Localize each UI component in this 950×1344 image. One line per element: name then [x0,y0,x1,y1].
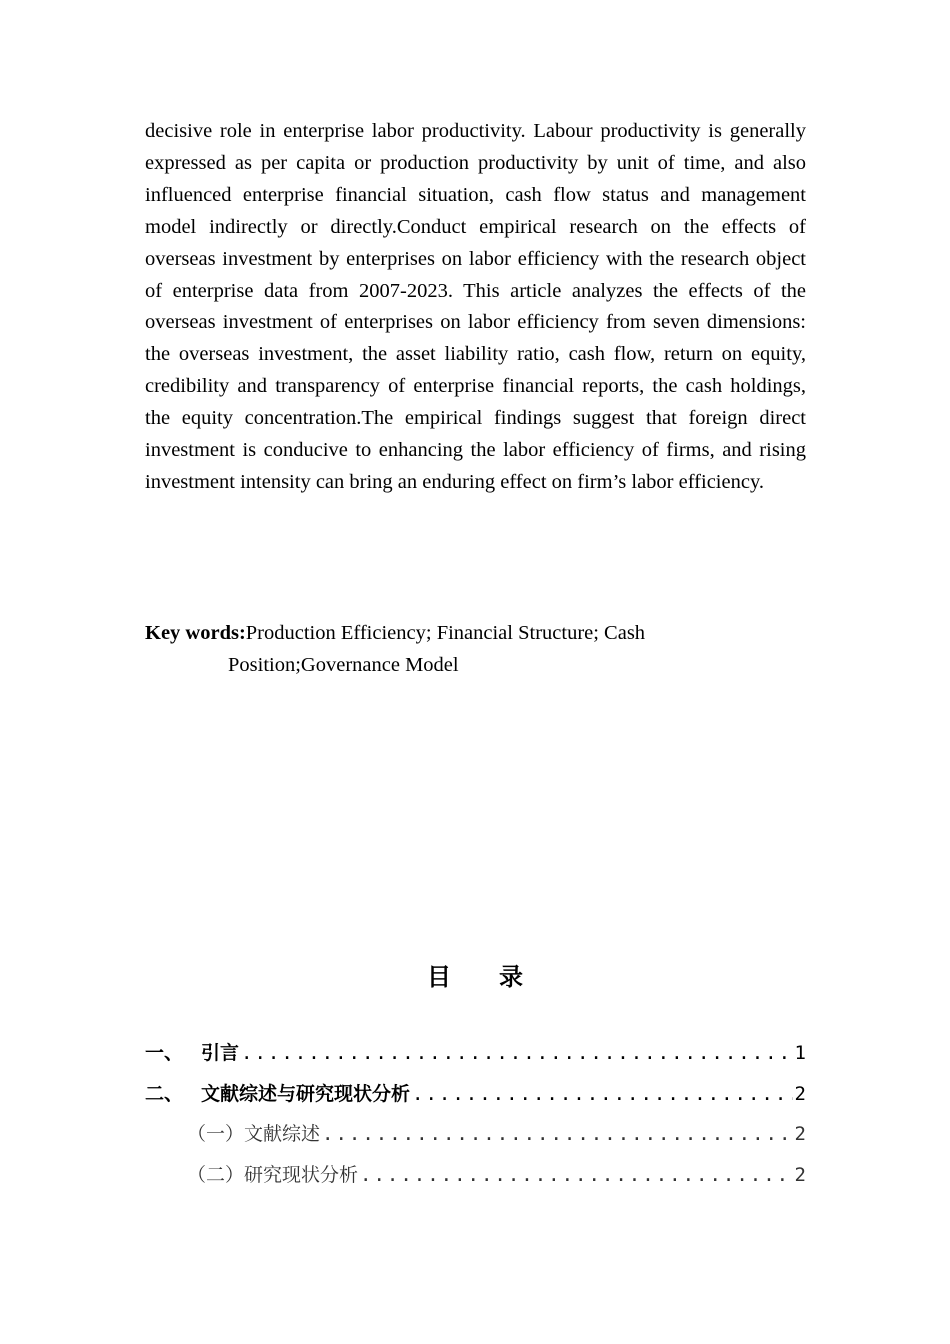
toc-entry-number: 二、 [145,1082,184,1105]
toc-title-part-1: 目 [427,963,451,991]
toc-entry-page: 2 [794,1163,806,1186]
toc-title [0,957,950,992]
toc-dot-leader [412,1083,793,1105]
toc-entry-number: （一） [187,1123,245,1145]
toc-entry-label: 引言 [201,1042,240,1064]
toc-entry-number: （二） [187,1163,245,1186]
toc-entry-page: 2 [794,1082,806,1105]
keywords-line-1: Production Efficiency; Financial Structure; Cash [245,622,646,644]
toc-dot-leader [241,1042,793,1064]
toc-dot-leader [322,1123,793,1145]
toc-entry-research-status[interactable] [145,1160,806,1201]
keywords-label: Key words: [145,622,246,644]
toc-entry-label: 文献综述与研究现状分析 [201,1082,411,1105]
toc-entry-literature-review[interactable] [145,1119,806,1160]
toc-entry-page: 2 [794,1123,806,1145]
toc-entry-label: 研究现状分析 [244,1163,359,1186]
toc-entry-number: 一、 [145,1042,184,1064]
toc-entry-literature-review-analysis[interactable] [145,1079,806,1120]
keywords-line-2: Position;Governance Model [228,654,459,676]
toc-title-part-2: 录 [499,963,523,991]
toc-entry-page: 1 [794,1042,806,1064]
keywords [145,617,745,681]
abstract-paragraph: decisive role in enterprise labor productivity. Labour productivity is generally expressed as per capita or production productivity by unit of time, and also influenced enterprise financial situation, cash flow status and management model indirectly or directly.Conduct empirical research on the effects of overseas investment by enterprises on labor efficiency with the research object of enterprise data from 2007-2023. This article analyzes the effects of the overseas investment of enterprises on labor efficiency from seven dimensions: the overseas investment, the asset liability ratio, cash flow, return on equity, credibility and transparency of enterprise financial reports, the cash holdings, the equity concentration.The empirical findings suggest that foreign direct investment is conducive to enhancing the labor efficiency of firms, and rising investment intensity can bring an enduring effect on firm’s labor efficiency. [145,120,806,493]
toc-entry-label: 文献综述 [244,1123,321,1145]
toc-dot-leader [360,1164,793,1186]
toc-entry-introduction[interactable] [145,1038,806,1079]
table-of-contents [145,1038,806,1200]
